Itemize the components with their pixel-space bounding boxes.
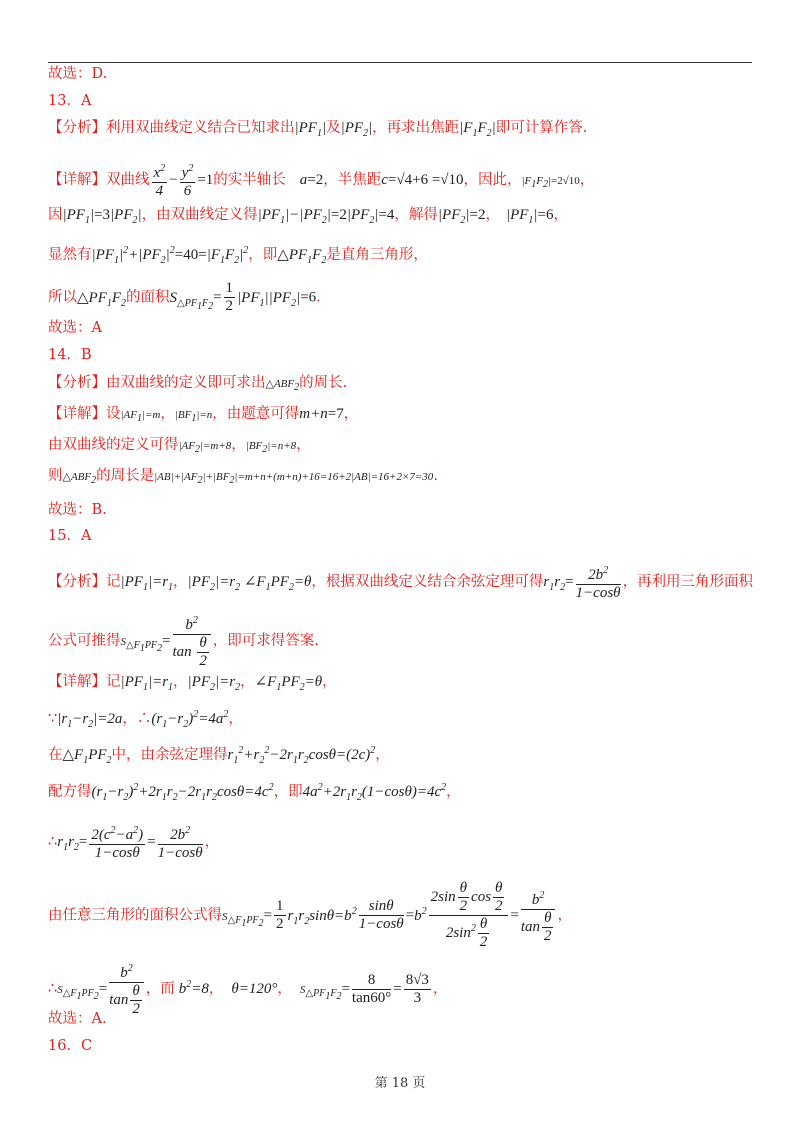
detail-13-line-4: 所以$\triangle PF_1F_2$的面积$S_{\triangle PF_1F_2}=$ $\frac{1}{2}$ $|PF_1||PF_2|=6$.	[48, 280, 321, 314]
header-rule	[48, 62, 752, 63]
analysis-text: 【分析】利用双曲线定义结合已知求出	[48, 120, 295, 136]
formula-fraction: $\frac{x^2}{4}$	[152, 160, 168, 200]
question-number-14	[48, 345, 92, 365]
analysis-15-line-2: 公式可推得$S_{\triangle F_1PF_2}=$ $b^2$ tan $\frac{\theta}{2}$ ，即可求得答案.	[48, 612, 319, 670]
detail-text: ，由双曲线定义得	[141, 207, 258, 223]
formula-fraction: $\frac{1}{2}$	[225, 280, 234, 314]
detail-text: ，由题意可得	[212, 406, 300, 422]
answer-text: 故选：B.	[48, 502, 107, 518]
detail-text: 显然有	[48, 247, 92, 263]
detail-13-line-1: 【详解】双曲线 $\frac{x^2}{4}$ − $\frac{y^2}{6}$ =1的实半轴长 a=2，半焦距c=√4+6 =√10，因此，$|F_1F_2|=2√10$，	[48, 160, 594, 200]
detail-15-line-6: 由任意三角形的面积公式得$S_{\triangle F_1PF_2}=$ $\frac{1}{2}$ $r_1r_2\sin\theta=b^2$ $\frac{\sin\theta}{1-\cos\theta}$ $=b^2$ 2sin $\frac{\theta}{2}$ cos $\frac{\theta}{2}$ $2\sin^2$ $\frac{\theta}{2}$ = $b^2$ tan $\frac{\theta}{2}$ ，	[48, 880, 572, 950]
analysis-15-line-1: 【分析】记$|PF_1|=r_1$，$|PF_2|=r_2$ $\angle F_1PF_2=\theta$，根据双曲线定义结合余弦定理可得$r_1r_2=$ $\frac{2b^2}{1-\cos\theta}$ ，再利用三角形面积	[48, 562, 753, 602]
detail-text: 中，由余弦定理得	[111, 747, 228, 763]
question-number-text: 14．B	[48, 347, 92, 363]
formula-fraction: $\frac{2b^2}{1-\cos\theta}$	[576, 562, 621, 602]
formula-fraction: $\frac{8√3}{3}$	[405, 971, 429, 1006]
analysis-text: ，再利用三角形面积	[622, 574, 754, 590]
analysis-text: ，即可求得答案.	[212, 633, 319, 649]
formula-fraction: $\frac{y^2}{6}$	[180, 160, 196, 200]
formula-fraction: $\frac{\sin\theta}{1-\cos\theta}$	[358, 898, 404, 932]
detail-text: 是直角三角形，	[326, 247, 428, 263]
detail-15-line-2: $\because|r_1-r_2|=2a$，$\therefore(r_1-r_2)^2=4a^2$，	[48, 709, 243, 730]
analysis-text-and: 及	[326, 120, 341, 136]
formula-fraction: $\frac{8}{\tan 60^\circ}$	[351, 971, 392, 1006]
detail-15-line-5: $\therefore r_1r_2=$ $\frac{2(c^2-a^2)}{1-\cos\theta}$ = $\frac{2b^2}{1-\cos\theta}$ ，	[48, 822, 219, 862]
question-number-text: 15．A	[48, 528, 92, 544]
detail-text: ，即	[273, 784, 303, 800]
detail-13-line-3: 显然有$|PF_1|^2+|PF_2|^2=40=|F_1F_2|^2$，即$\triangle PF_1F_2$是直角三角形，	[48, 245, 428, 266]
answer-text: 故选：D.	[48, 66, 108, 82]
detail-13-line-2: 因$|PF_1|=3|PF_2|$，由双曲线定义得$|PF_1|-|PF_2|=2|PF_2|=4$，解得$|PF_2|=2$， $|PF_1|=6$，	[48, 207, 569, 226]
answer-line-15	[48, 1009, 107, 1029]
analysis-text-end: 即可计算作答.	[495, 120, 588, 136]
detail-text: 由任意三角形的面积公式得	[48, 907, 222, 924]
detail-15-line-7: $\therefore S_{\triangle F_1PF_2}=$ $b^2$ tan $\frac{\theta}{2}$ ，而 $b^2=8$， θ=120°， $S_{\triangle PF_1F_2}=$ $\frac{8}{\tan 60^\circ}$ = $\frac{8√3}{3}$ ，	[48, 960, 447, 1018]
detail-14-line-1: 【详解】设$|AF_1|=m$，$|BF_1|=n$，由题意可得m+n=7，	[48, 406, 359, 425]
detail-text: 【详解】设	[48, 406, 121, 422]
detail-text: 的周长是	[96, 468, 155, 484]
analysis-text: ，根据双曲线定义结合余弦定理可得	[311, 574, 544, 590]
detail-text: 在	[48, 747, 63, 763]
detail-text: ，即	[248, 247, 278, 263]
formula-fraction: $b^2$ tan $\frac{\theta}{2}$	[521, 887, 556, 945]
analysis-text: 【分析】由双曲线的定义即可求出	[48, 375, 266, 391]
answer-text: 故选：A	[48, 320, 102, 336]
detail-14-line-2: 由双曲线的定义可得$|AF_2|=m+8$，$|BF_2|=n+8$，	[48, 437, 311, 456]
answer-line-13	[48, 318, 102, 338]
page-number: 第 18 页	[374, 1076, 426, 1091]
detail-text: ，半焦距	[323, 172, 382, 188]
detail-text: 的实半轴长	[213, 172, 286, 188]
detail-15-line-3: 在$\triangle F_1PF_2$中，由余弦定理得$r_1^2+r_2^2-2r_1r_2\cos\theta=(2c)^2$，	[48, 745, 390, 766]
detail-text: ，解得	[394, 207, 438, 223]
detail-text: 则	[48, 468, 63, 484]
question-number-15	[48, 526, 91, 546]
question-number-16	[48, 1036, 92, 1056]
detail-text: 【详解】双曲线	[48, 172, 150, 188]
detail-14-line-3: 则$\triangle ABF_2$的周长是$|AB|+|AF_2|+|BF_2|=m+n+(m+n)+16=16+2|AB|=16+2\times 7=30$.	[48, 468, 438, 487]
detail-text: ，而	[145, 981, 175, 997]
analysis-text-focal: ，再求出焦距	[372, 120, 460, 136]
detail-text: ，因此，	[463, 172, 522, 188]
detail-text: 所以	[48, 289, 77, 306]
analysis-text: 公式可推得	[48, 633, 121, 649]
question-number-text: 13．A	[48, 93, 92, 109]
detail-text: 【详解】记	[48, 674, 121, 690]
formula-fraction: $\frac{2b^2}{1-\cos\theta}$	[158, 822, 203, 862]
analysis-text: 【分析】记	[48, 574, 121, 590]
detail-text: 由双曲线的定义可得	[48, 437, 179, 453]
formula-fraction: $b^2$ tan $\frac{\theta}{2}$	[173, 612, 211, 670]
formula-fraction: $\frac{2(c^2-a^2)}{1-\cos\theta}$	[89, 822, 145, 862]
question-number-13	[48, 91, 91, 111]
detail-15-line-4: 配方得$(r_1-r_2)^2+2r_1r_2-2r_1r_2\cos\theta=4c^2$，即$4a^2+2r_1r_2(1-\cos\theta)=4c^2$，	[48, 782, 461, 803]
answer-line-14	[48, 500, 107, 520]
detail-text: 因	[48, 207, 63, 223]
answer-text: 故选：A.	[48, 1011, 107, 1027]
answer-line-12	[48, 64, 107, 84]
formula-fraction: $\frac{1}{2}$	[276, 898, 284, 932]
detail-text: 的面积	[126, 289, 170, 306]
analysis-14: 【分析】由双曲线的定义即可求出$\triangle ABF_2$的周长.	[48, 375, 348, 394]
analysis-text: 的周长.	[299, 375, 348, 391]
formula-fraction: $b^2$ tan $\frac{\theta}{2}$	[109, 960, 144, 1018]
formula-fraction: 2sin $\frac{\theta}{2}$ cos $\frac{\theta}{2}$ $2\sin^2$ $\frac{\theta}{2}$	[429, 880, 509, 951]
detail-text: 配方得	[48, 784, 92, 800]
analysis-13: 【分析】利用双曲线定义结合已知求出$|PF_1|$及$|PF_2|$，再求出焦距$|F_1F_2|$即可计算作答.	[48, 120, 588, 139]
question-number-text: 16．C	[48, 1038, 93, 1054]
detail-15-line-1: 【详解】记$|PF_1|=r_1$，$|PF_2|=r_2$，$\angle F_1PF_2=\theta$，	[48, 674, 337, 693]
